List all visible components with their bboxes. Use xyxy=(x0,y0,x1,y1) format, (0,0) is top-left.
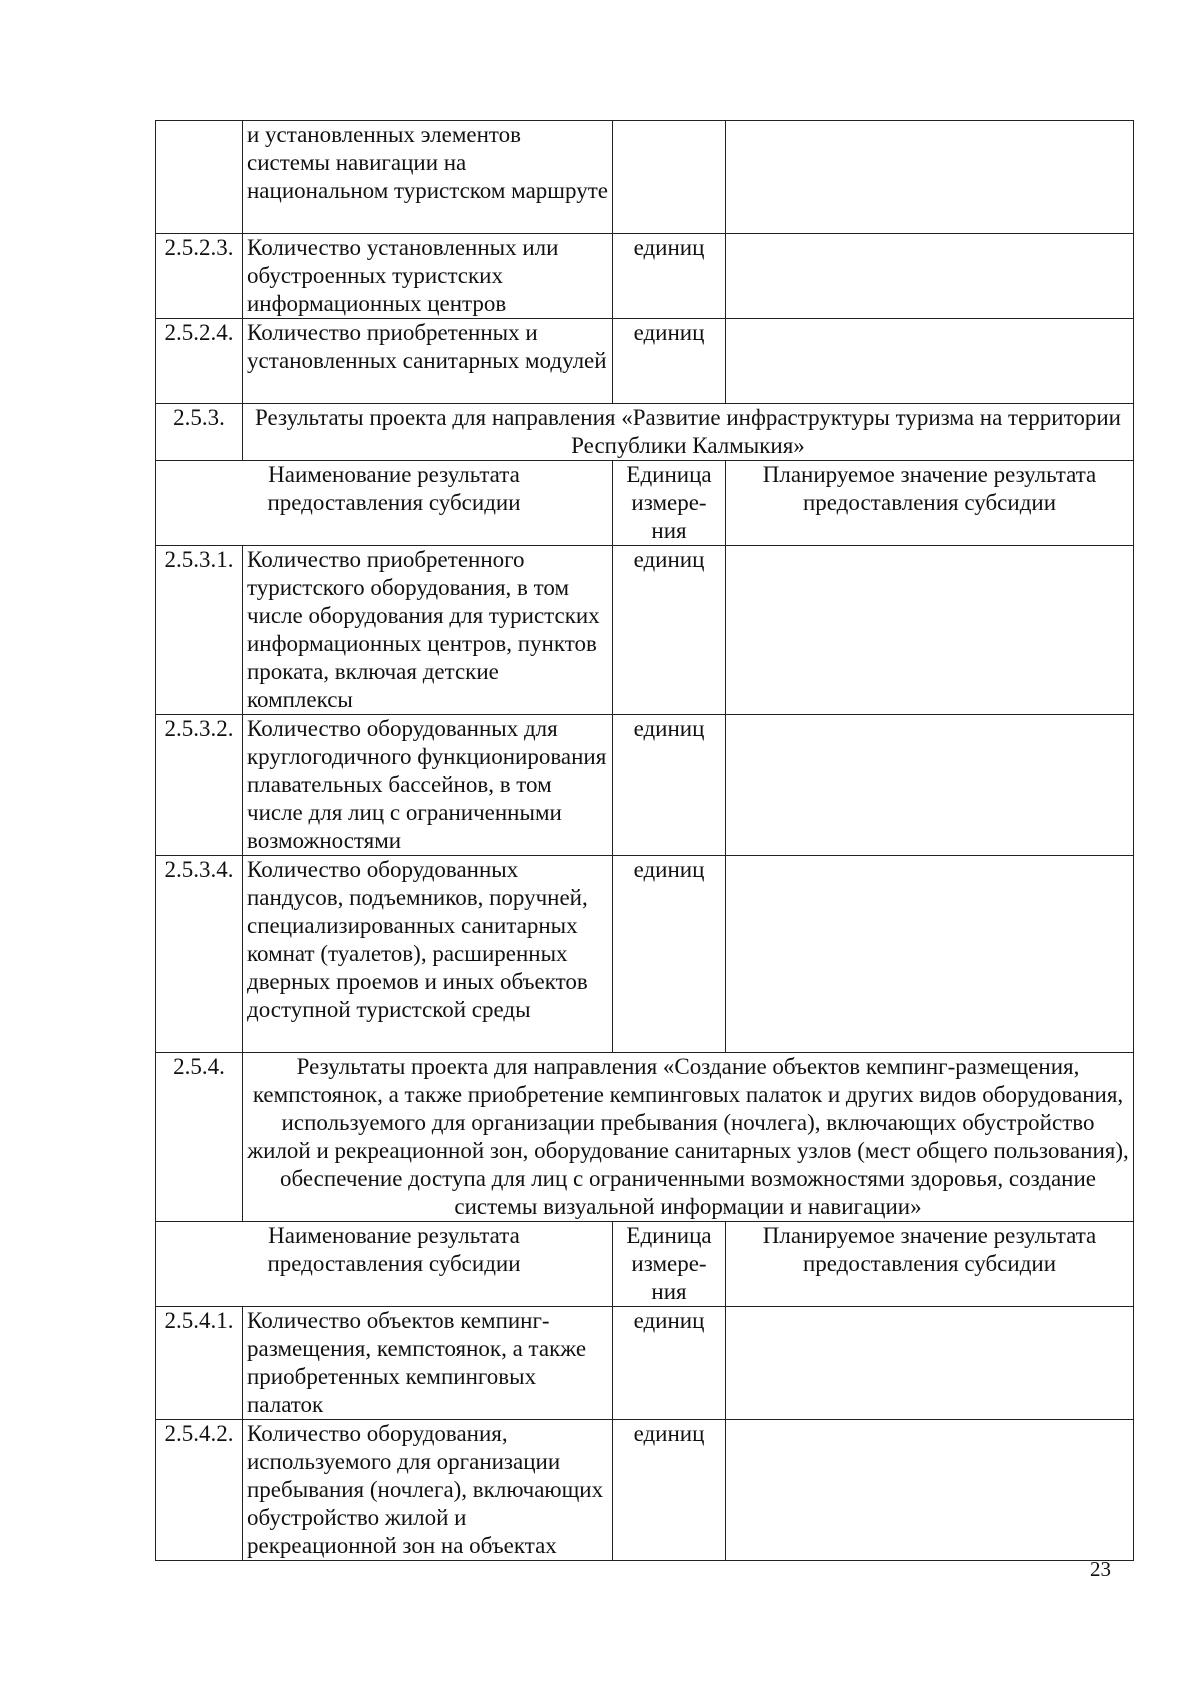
header-unit: Единица измере-ния xyxy=(613,1222,726,1307)
row-number: 2.5.3.1. xyxy=(156,546,243,715)
planned-value-cell xyxy=(726,1307,1134,1420)
header-value: Планируемое значение результата предоставления субсидии xyxy=(726,461,1134,546)
section-title: Результаты проекта для направления «Создание объектов кемпинг-размещения, кемпстоянок, а также приобретение кемпинговых палаток и других видов оборудования, используемого для организации пребывания (ночлега), включающих обустройство жилой и рекреационной зон, оборудование санитарных узлов (мест общего пользования), обеспечение доступа для лиц с ограниченными возможностями здоровья, создание системы визуальной информации и навигации» xyxy=(243,1053,1134,1222)
section-row xyxy=(156,404,1134,461)
row-number: 2.5.2.4. xyxy=(156,319,243,404)
unit-cell: единиц xyxy=(613,1307,726,1420)
result-name: Количество приобретенного туристского оборудования, в том числе оборудования для туристских информационных центров, пунктов проката, включая детские комплексы xyxy=(243,546,613,715)
result-name: Количество оборудованных для круглогодичного функционирования плавательных бассейнов, в том числе для лиц с ограниченными возможностями xyxy=(243,715,613,856)
result-name: Количество оборудованных пандусов, подъемников, поручней, специализированных санитарных комнат (туалетов), расширенных дверных проемов и иных объектов доступной туристской среды xyxy=(243,856,613,1053)
unit-cell: единиц xyxy=(613,715,726,856)
table-row xyxy=(156,121,1134,234)
result-name: Количество объектов кемпинг-размещения, кемпстоянок, а также приобретенных кемпинговых палаток xyxy=(243,1307,613,1420)
header-value: Планируемое значение результата предоставления субсидии xyxy=(726,1222,1134,1307)
table-row xyxy=(156,856,1134,1053)
planned-value-cell xyxy=(726,1420,1134,1561)
table-row xyxy=(156,1307,1134,1420)
planned-value-cell xyxy=(726,121,1134,234)
table-row xyxy=(156,319,1134,404)
header-name: Наименование результата предоставления субсидии xyxy=(156,461,613,546)
row-number: 2.5.3.2. xyxy=(156,715,243,856)
planned-value-cell xyxy=(726,546,1134,715)
unit-cell: единиц xyxy=(613,234,726,319)
table-row xyxy=(156,715,1134,856)
results-table xyxy=(155,120,1134,1561)
unit-cell: единиц xyxy=(613,546,726,715)
header-unit: Единица измере-ния xyxy=(613,461,726,546)
planned-value-cell xyxy=(726,319,1134,404)
planned-value-cell xyxy=(726,234,1134,319)
table-row xyxy=(156,1420,1134,1561)
planned-value-cell xyxy=(726,715,1134,856)
table-row xyxy=(156,234,1134,319)
unit-cell: единиц xyxy=(613,856,726,1053)
section-number: 2.5.3. xyxy=(156,404,243,461)
result-name: и установленных элементов системы навигации на национальном туристском маршруте xyxy=(243,121,613,234)
section-number: 2.5.4. xyxy=(156,1053,243,1222)
column-header-row xyxy=(156,461,1134,546)
row-number: 2.5.4.1. xyxy=(156,1307,243,1420)
unit-cell: единиц xyxy=(613,319,726,404)
row-number xyxy=(156,121,243,234)
page-number: 23 xyxy=(1090,1557,1111,1581)
column-header-row xyxy=(156,1222,1134,1307)
section-title: Результаты проекта для направления «Развитие инфраструктуры туризма на территории Республики Калмыкия» xyxy=(243,404,1134,461)
header-name: Наименование результата предоставления субсидии xyxy=(156,1222,613,1307)
unit-cell xyxy=(613,121,726,234)
row-number: 2.5.3.4. xyxy=(156,856,243,1053)
planned-value-cell xyxy=(726,856,1134,1053)
table-row xyxy=(156,546,1134,715)
section-row xyxy=(156,1053,1134,1222)
result-name: Количество приобретенных и установленных санитарных модулей xyxy=(243,319,613,404)
unit-cell: единиц xyxy=(613,1420,726,1561)
result-name: Количество оборудования, используемого для организации пребывания (ночлега), включающих обустройство жилой и рекреационной зон на объектах xyxy=(243,1420,613,1561)
result-name: Количество установленных или обустроенных туристских информационных центров xyxy=(243,234,613,319)
row-number: 2.5.2.3. xyxy=(156,234,243,319)
row-number: 2.5.4.2. xyxy=(156,1420,243,1561)
